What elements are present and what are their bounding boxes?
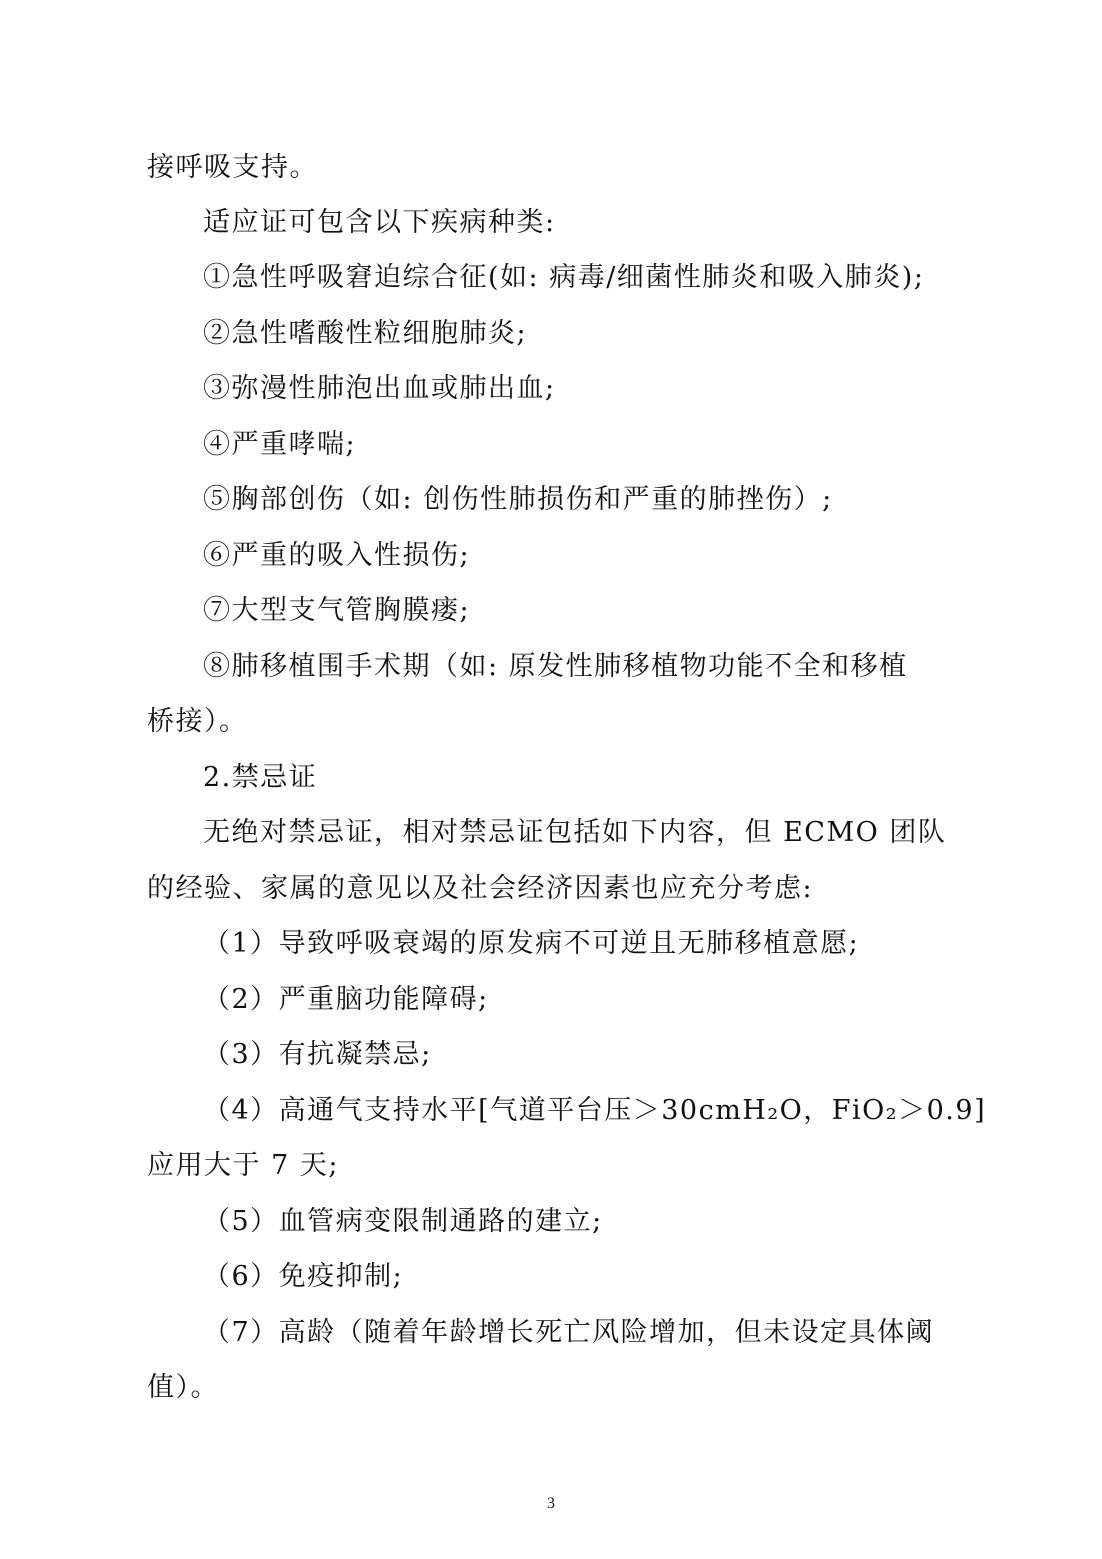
text-line: 适应证可包含以下疾病种类: bbox=[203, 207, 556, 238]
text-line: 桥接）。 bbox=[147, 706, 248, 737]
section-heading: 2.禁忌证 bbox=[203, 762, 318, 793]
list-item: （1）导致呼吸衰竭的原发病不可逆且无肺移植意愿; bbox=[203, 928, 860, 959]
list-item: ⑥严重的吸入性损伤; bbox=[203, 540, 471, 571]
text-line: 的经验、家属的意见以及社会经济因素也应充分考虑: bbox=[147, 873, 814, 904]
list-item: （3）有抗凝禁忌; bbox=[203, 1039, 432, 1070]
text-line: 无绝对禁忌证，相对禁忌证包括如下内容，但 ECMO 团队 bbox=[203, 817, 947, 848]
page-number: 3 bbox=[547, 1495, 555, 1512]
list-item: （4）高通气支持水平[气道平台压＞30cmH₂O，FiO₂＞0.9] bbox=[203, 1095, 987, 1126]
text-line: 应用大于 7 天; bbox=[147, 1150, 339, 1181]
list-item: ②急性嗜酸性粒细胞肺炎; bbox=[203, 318, 528, 349]
list-item: ⑧肺移植围手术期（如: 原发性肺移植物功能不全和移植 bbox=[203, 651, 908, 682]
list-item: ③弥漫性肺泡出血或肺出血; bbox=[203, 373, 556, 404]
list-item: （2）严重脑功能障碍; bbox=[203, 984, 489, 1015]
text-line: 值）。 bbox=[147, 1372, 219, 1403]
list-item: ①急性呼吸窘迫综合征(如: 病毒/细菌性肺炎和吸入肺炎); bbox=[203, 262, 925, 293]
text-line: 接呼吸支持。 bbox=[147, 152, 318, 183]
list-item: （7）高龄（随着年龄增长死亡风险增加，但未设定具体阈 bbox=[203, 1317, 935, 1348]
list-item: （5）血管病变限制通路的建立; bbox=[203, 1206, 603, 1237]
list-item: ④严重哮喘; bbox=[203, 429, 357, 460]
list-item: ⑦大型支气管胸膜瘘; bbox=[203, 595, 471, 626]
list-item: ⑤胸部创伤（如: 创伤性肺损伤和严重的肺挫伤）; bbox=[203, 484, 833, 515]
list-item: （6）免疫抑制; bbox=[203, 1261, 404, 1292]
